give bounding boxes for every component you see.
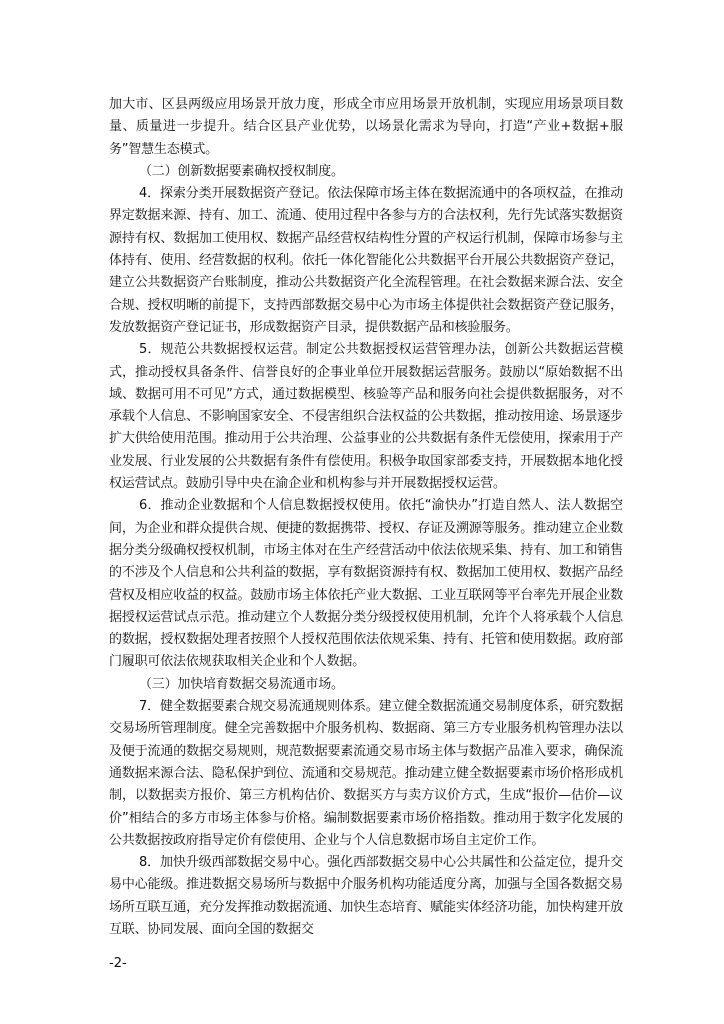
page-number: -2-: [109, 956, 127, 971]
section-heading-2: （二）创新数据要素确权授权制度。: [139, 163, 344, 179]
paragraph-item-7: 7．健全数据要素合规交易流通规则体系。建立健全数据流通交易制度体系，研究数据交易场所管理制度。健全完善数据中介服务机构、数据商、第三方专业服务机构管理办法以及便于流通的数据交易规则，规范数据要素流通交易市场主体与数据产品准入要求，确保流通数据来源合法、隐私保护到位、流通和交易规范。推动建立健全数据要素市场价格形成机制，以数据卖方报价、第三方机构估价、数据买方与卖方议价方式，生成“报价—估价—议价”相结合的多方市场主体参与价格。编制数据要素市场价格指数。推动用于数字化发展的公共数据按政府指导定价有偿使用、企业与个人信息数据市场自主定价工作。: [109, 699, 623, 848]
paragraph-intro-continued: 加大市、区县两级应用场景开放力度，形成全市应用场景开放机制，实现应用场景项目数量、质量进一步提升。结合区县产业优势，以场景化需求为导向，打造“产业+数据+服务”智慧生态模式。: [109, 97, 623, 157]
paragraph-item-4: 4．探索分类开展数据资产登记。依法保障市场主体在数据流通中的各项权益，在推动界定数据来源、持有、加工、流通、使用过程中各参与方的合法权利，先行先试落实数据资源持有权、数据加工使用权、数据产品经营权结构性分置的产权运行机制，保障市场参与主体持有、使用、经营数据的权利。依托一体化智能化公共数据平台开展公共数据资产登记，建立公共数据资产台账制度，推动公共数据资产化全流程管理。在社会数据来源合法、安全合规、授权明晰的前提下，支持西部数据交易中心为市场主体提供社会数据资产登记服务，发放数据资产登记证书，形成数据资产目录，提供数据产品和核验服务。: [109, 186, 623, 335]
paragraph-item-5: 5．规范公共数据授权运营。制定公共数据授权运营管理办法，创新公共数据运营模式，推动授权具备条件、信誉良好的企事业单位开展数据运营服务。鼓励以“原始数据不出域、数据可用不可见”方式，通过数据模型、核验等产品和服务向社会提供数据服务，对不承载个人信息、不影响国家安全、不侵害组织合法权益的公共数据，推动按用途、场景逐步扩大供给使用范围。推动用于公共治理、公益事业的公共数据有条件无偿使用，探索用于产业发展、行业发展的公共数据有条件有偿使用。积极争取国家部委支持，开展数据本地化授权运营试点。鼓励引导中央在渝企业和机构参与并开展数据授权运营。: [109, 342, 623, 492]
section-heading-3: （三）加快培育数据交易流通市场。: [139, 676, 344, 692]
paragraph-item-8: 8．加快升级西部数据交易中心。强化西部数据交易中心公共属性和公益定位，提升交易中心能级。推进数据交易场所与数据中介服务机构功能适度分离，加强与全国各数据交易场所互联互通，充分发挥推动数据流通、加快生态培育、赋能实体经济功能，加快构建开放互联、协同发展、面向全国的数据交: [109, 855, 623, 937]
paragraph-item-6: 6．推动企业数据和个人信息数据授权使用。依托“渝快办”打造自然人、法人数据空间，为企业和群众提供合规、便捷的数据携带、授权、存证及溯源等服务。推动建立企业数据分类分级确权授权机制，市场主体对在生产经营活动中依法依规采集、持有、加工和销售的不涉及个人信息和公共利益的数据，享有数据资源持有权、数据加工使用权、数据产品经营权及相应收益的权益。鼓励市场主体依托产业大数据、工业互联网等平台率先开展企业数据授权运营试点示范。推动建立个人数据分类分级授权使用机制，允许个人将承载个人信息的数据，授权数据处理者按照个人授权范围依法依规采集、持有、托管和使用数据。政府部门履职可依法依规获取相关企业和个人数据。: [109, 498, 623, 670]
document-body: [109, 94, 623, 941]
